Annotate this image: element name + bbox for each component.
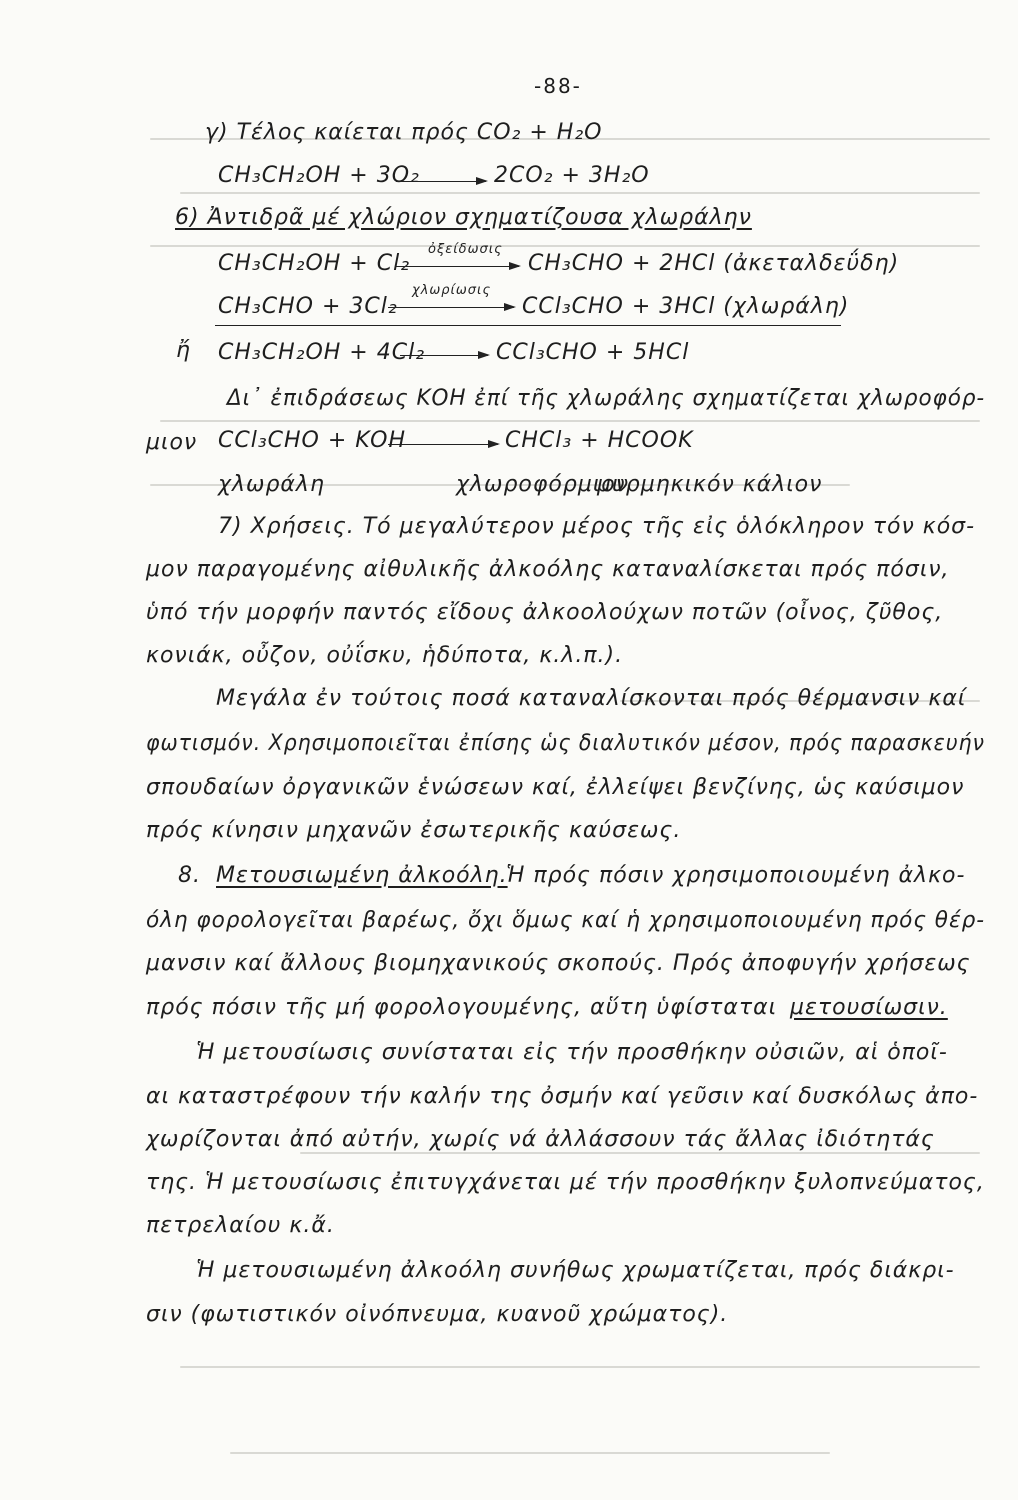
paragraph-line: Ἡ μετουσίωσις συνίσταται εἰς τήν προσθήκην οὐσιῶν, αἱ ὁποῖ- <box>196 1040 948 1065</box>
equation-right: CCl₃CHO + 3HCl (χλωράλη) <box>522 294 850 319</box>
paragraph-line: Ἡ μετουσιωμένη ἀλκοόλη συνήθως χρωματίζεται, πρός διάκρι- <box>196 1258 955 1283</box>
bleed-through-line <box>230 1452 830 1454</box>
reaction-arrow <box>388 307 514 308</box>
section-title: Μετουσιωμένη ἀλκοόλη. <box>216 863 508 888</box>
arrow-condition: χλωρίωσις <box>412 283 492 298</box>
paragraph-line: 7) Χρήσεις. Τό μεγαλύτερον μέρος τῆς εἰς ὁλόκληρον τόν κόσ- <box>218 514 976 539</box>
text-line: γ) Τέλος καίεται πρός CO₂ + H₂O <box>205 120 603 145</box>
paragraph-line: όλη φορολογεῖται βαρέως, ὄχι ὅμως καί ἡ χρησιμοποιουμένη πρός θέρ- <box>146 908 986 933</box>
paragraph-line: φωτισμόν. Χρησιμοποιεῖται ἐπίσης ὡς διαλυτικόν μέσον, πρός παρασκευήν <box>146 731 985 756</box>
paragraph-line: μανσιν καί ἄλλους βιομηχανικούς σκοπούς. Πρός ἀποφυγήν χρήσεως <box>146 951 971 976</box>
paragraph-line: αι καταστρέφουν τήν καλήν της ὀσμήν καί γεῦσιν καί δυσκόλως ἀπο- <box>146 1084 979 1109</box>
equation-underline <box>215 325 841 326</box>
equation-right: CH₃CHO + 2HCl (ἀκεταλδεΰδη) <box>528 251 900 276</box>
paragraph-line: πετρελαίου κ.ἄ. <box>146 1213 335 1238</box>
equation-right: CHCl₃ + HCOOK <box>505 428 694 453</box>
paragraph-line: ὑπό τήν μορφήν παντός εἴδους ἀλκοολούχων ποτῶν (οἶνος, ζῦθος, <box>146 600 944 625</box>
page-number: -88- <box>534 74 582 98</box>
compound-label: χλωροφόρμιον <box>456 472 630 497</box>
bleed-through-line <box>180 192 980 194</box>
reaction-arrow <box>395 266 519 267</box>
text-line: Δι᾽ ἐπιδράσεως ΚΟΗ ἐπί τῆς χλωράλης σχηματίζεται χλωροφόρ- <box>227 386 986 411</box>
bleed-through-line <box>300 1152 980 1154</box>
compound-label: μυρμηκικόν κάλιον <box>597 472 823 497</box>
section-number: 8. <box>178 863 201 888</box>
text-line-prefix: μιον <box>146 430 198 455</box>
paragraph-line: Ἡ πρός πόσιν χρησιμοποιουμένη ἀλκο- <box>506 863 966 888</box>
equation-left: CH₃CHO + 3Cl₂ <box>218 294 398 319</box>
reaction-arrow <box>396 181 486 182</box>
paragraph-line: πρός κίνησιν μηχανῶν ἐσωτερικῆς καύσεως. <box>146 818 682 843</box>
paragraph-line: χωρίζονται ἀπό αὐτήν, χωρίς νά ἀλλάσσουν τάς ἄλλας ἰδιότητάς <box>146 1127 935 1152</box>
paragraph-line: Μεγάλα ἐν τούτοις ποσά καταναλίσκονται πρός θέρμανσιν καί <box>216 686 967 711</box>
equation-left: CH₃CH₂OH + Cl₂ <box>218 251 411 276</box>
paragraph-line: μον παραγομένης αἰθυλικῆς ἀλκοόλης καταναλίσκεται πρός πόσιν, <box>146 557 950 582</box>
compound-label: χλωράλη <box>218 472 325 497</box>
equation-left: CH₃CH₂OH + 4Cl₂ <box>218 340 426 365</box>
underlined-term: μετουσίωσιν. <box>790 995 948 1020</box>
paragraph-line: σιν (φωτιστικόν οἰνόπνευμα, κυανοῦ χρώματος). <box>146 1302 729 1327</box>
bleed-through-line <box>150 245 980 247</box>
section-heading: 6) Ἀντιδρᾶ μέ χλώριον σχηματίζουσα χλωράλην <box>175 205 752 230</box>
arrow-condition: ὀξείδωσις <box>428 242 503 257</box>
paragraph-line: της. Ἡ μετουσίωσις ἐπιτυγχάνεται μέ τήν προσθήκην ξυλοπνεύματος, <box>146 1170 985 1195</box>
paragraph-line: σπουδαίων ὀργανικῶν ἑνώσεων καί, ἐλλείψει βενζίνης, ὡς καύσιμον <box>146 775 965 800</box>
paragraph-line: κονιάκ, οὖζον, οὐΐσκυ, ἡδύποτα, κ.λ.π.). <box>146 643 624 668</box>
equation-left: CH₃CH₂OH + 3O₂ <box>218 163 420 188</box>
reaction-arrow <box>388 444 498 445</box>
bleed-through-line <box>180 1366 980 1368</box>
equation-left: CCl₃CHO + KOH <box>218 428 406 453</box>
paragraph-line: πρός πόσιν τῆς μή φορολογουμένης, αὕτη ὑφίσταται <box>146 995 778 1020</box>
alternative-marker: ἤ <box>176 338 191 363</box>
reaction-arrow <box>400 355 488 356</box>
bleed-through-line <box>160 420 980 422</box>
equation-right: CCl₃CHO + 5HCl <box>496 340 690 365</box>
equation-right: 2CO₂ + 3H₂O <box>494 163 650 188</box>
